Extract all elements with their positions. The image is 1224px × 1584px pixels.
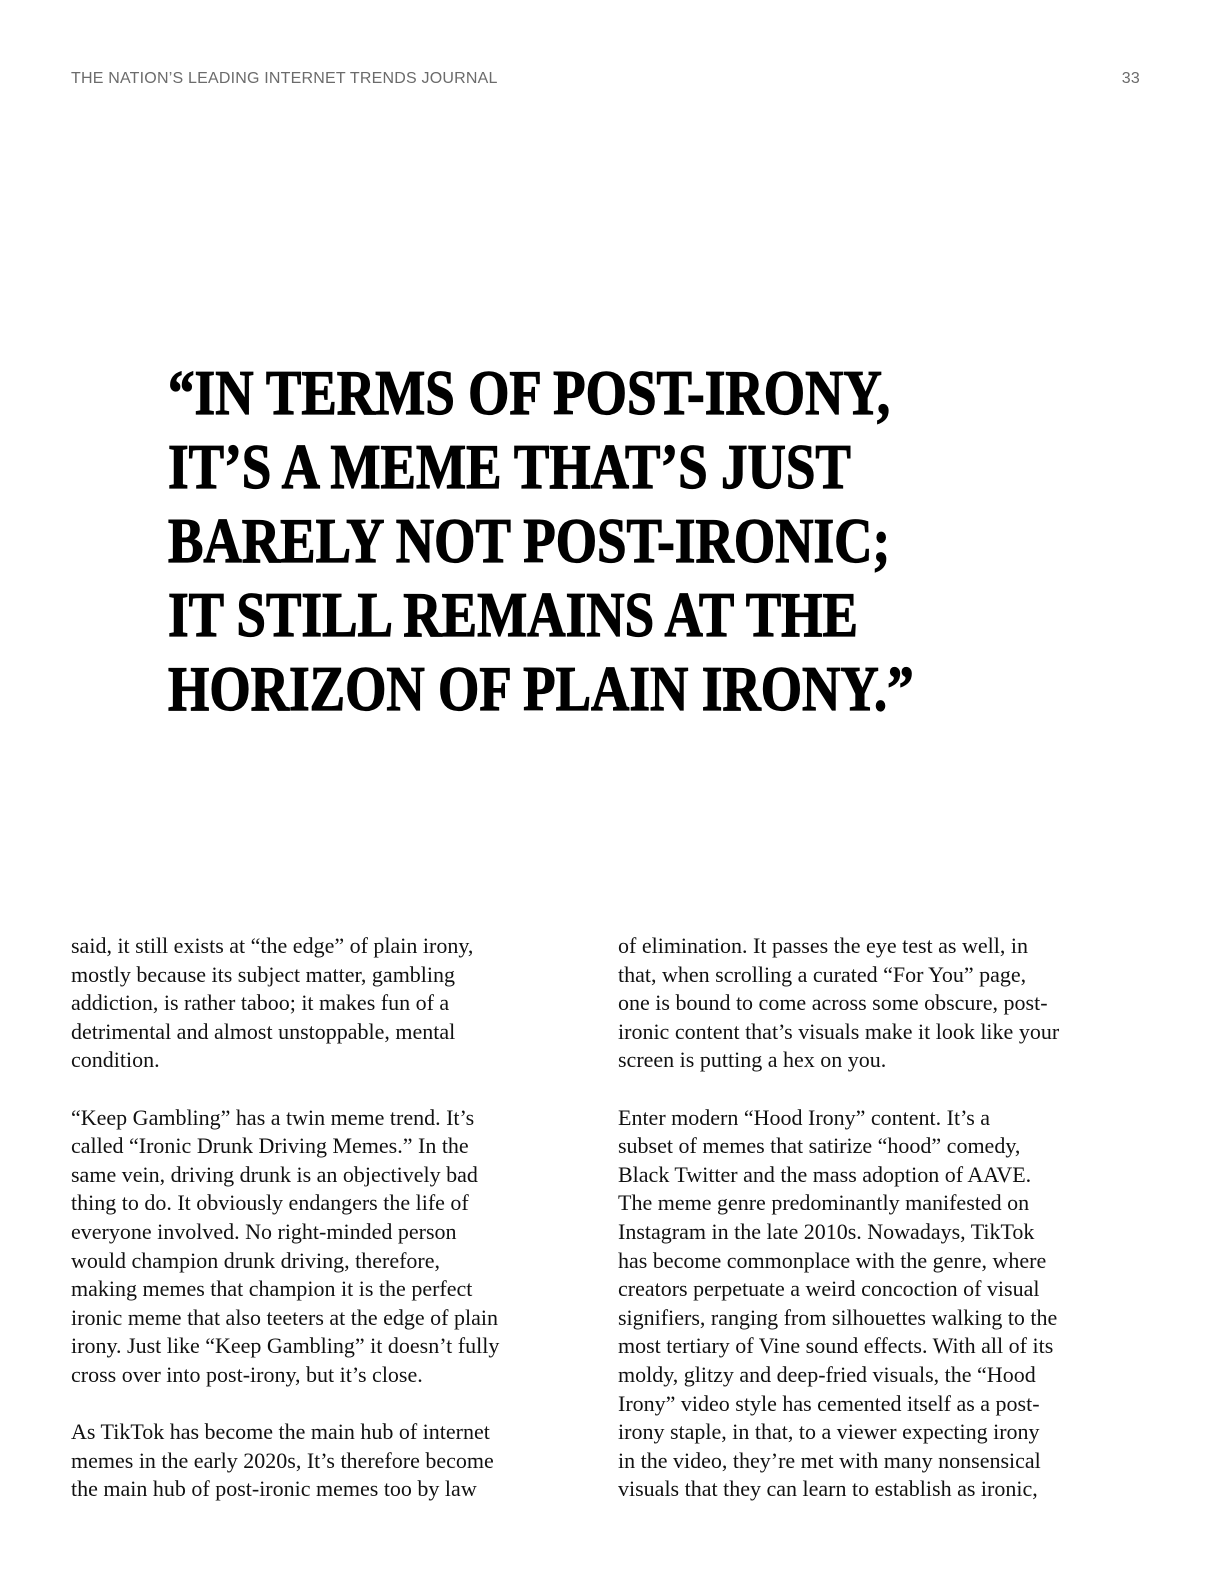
pull-quote-line: HORIZON OF PLAIN IRONY.” bbox=[168, 653, 914, 724]
text-line: Enter modern “Hood Irony” content. It’s a bbox=[618, 1104, 991, 1130]
body-column-left bbox=[71, 932, 499, 1532]
pull-quote-line: IT STILL REMAINS AT THE bbox=[168, 579, 858, 650]
text-line: Black Twitter and the mass adoption of AAVE. bbox=[618, 1161, 1032, 1187]
text-line: same vein, driving drunk is an objectively bad bbox=[71, 1161, 478, 1187]
text-line: said, it still exists at “the edge” of plain irony, bbox=[71, 933, 474, 958]
text-line: of elimination. It passes the eye test as well, in bbox=[618, 933, 1028, 958]
text-line: irony. Just like “Keep Gambling” it doesn’t fully bbox=[71, 1333, 500, 1359]
body-paragraph bbox=[618, 1104, 1059, 1504]
body-paragraph bbox=[71, 1418, 499, 1504]
pull-quote-line: IT’S A MEME THAT’S JUST bbox=[168, 431, 851, 502]
page-number: 33 bbox=[1121, 70, 1140, 87]
text-line: the main hub of post-ironic memes too by law bbox=[71, 1476, 477, 1502]
text-line: creators perpetuate a weird concoction of visual bbox=[618, 1276, 1040, 1302]
text-line: thing to do. It obviously endangers the life of bbox=[71, 1190, 469, 1216]
text-line: most tertiary of Vine sound effects. With all of its bbox=[618, 1333, 1054, 1359]
pull-quote bbox=[168, 356, 1066, 726]
text-line: ironic meme that also teeters at the edge of plain bbox=[71, 1304, 499, 1330]
text-line: ironic content that’s visuals make it look like your bbox=[618, 1018, 1060, 1044]
text-line: condition. bbox=[71, 1047, 160, 1073]
pull-quote-line: “IN TERMS OF POST-IRONY, bbox=[168, 357, 891, 428]
text-line: screen is putting a hex on you. bbox=[618, 1047, 887, 1073]
text-line: addiction, is rather taboo; it makes fun of a bbox=[71, 990, 450, 1016]
text-line: cross over into post-irony, but it’s close. bbox=[71, 1361, 423, 1387]
text-line: signifiers, ranging from silhouettes walking to the bbox=[618, 1304, 1058, 1330]
text-line: in the video, they’re met with many nonsensical bbox=[618, 1447, 1041, 1473]
text-line: As TikTok has become the main hub of internet bbox=[71, 1419, 490, 1445]
body-paragraph bbox=[71, 932, 499, 1075]
text-line: has become commonplace with the genre, where bbox=[618, 1247, 1047, 1273]
text-line: irony staple, in that, to a viewer expecting irony bbox=[618, 1419, 1040, 1445]
text-line: one is bound to come across some obscure, post- bbox=[618, 990, 1048, 1016]
text-line: subset of memes that satirize “hood” comedy, bbox=[618, 1133, 1021, 1159]
journal-running-header: THE NATION’S LEADING INTERNET TRENDS JOURNAL bbox=[71, 70, 498, 87]
text-line: The meme genre predominantly manifested on bbox=[618, 1190, 1030, 1216]
text-line: mostly because its subject matter, gambling bbox=[71, 961, 456, 987]
body-paragraph bbox=[71, 1104, 499, 1390]
text-line: would champion drunk driving, therefore, bbox=[71, 1247, 441, 1273]
text-line: Instagram in the late 2010s. Nowadays, TikTok bbox=[618, 1218, 1035, 1244]
text-line: moldy, glitzy and deep-fried visuals, the “Hood bbox=[618, 1361, 1036, 1387]
text-line: detrimental and almost unstoppable, mental bbox=[71, 1018, 456, 1044]
body-paragraph bbox=[618, 932, 1059, 1075]
text-line: that, when scrolling a curated “For You” page, bbox=[618, 961, 1027, 987]
body-column-right bbox=[618, 932, 1059, 1532]
text-line: called “Ironic Drunk Driving Memes.” In the bbox=[71, 1133, 469, 1159]
text-line: visuals that they can learn to establish as ironic, bbox=[618, 1476, 1038, 1502]
text-line: Irony” video style has cemented itself as a post- bbox=[618, 1390, 1040, 1416]
pull-quote-line: BARELY NOT POST-IRONIC; bbox=[168, 505, 891, 576]
text-line: making memes that champion it is the perfect bbox=[71, 1276, 473, 1302]
text-line: “Keep Gambling” has a twin meme trend. It’s bbox=[71, 1104, 475, 1130]
text-line: everyone involved. No right-minded person bbox=[71, 1218, 457, 1244]
text-line: memes in the early 2020s, It’s therefore become bbox=[71, 1447, 494, 1473]
